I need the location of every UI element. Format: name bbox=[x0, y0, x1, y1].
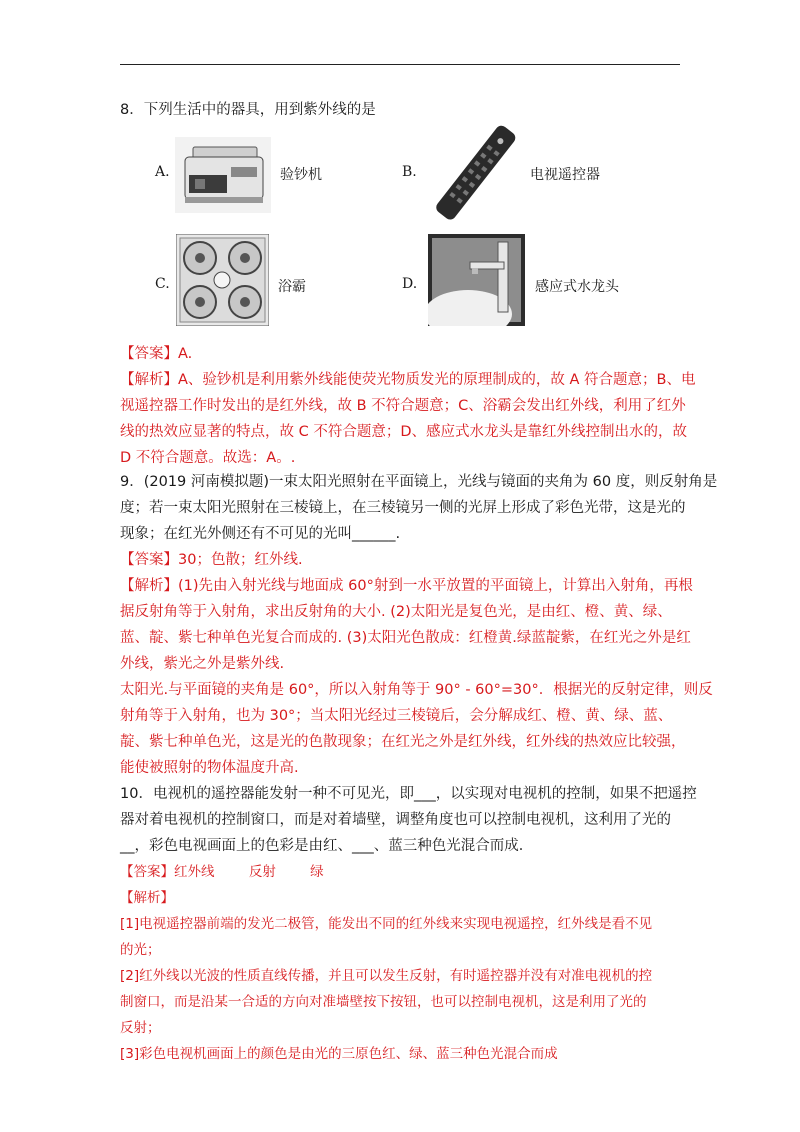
q8-stem: 8．下列生活中的器具，用到紫外线的是 bbox=[120, 102, 376, 118]
q10-stem-line: 器对着电视机的控制窗口，而是对着墙壁，调整角度也可以控制电视机，这利用了光的 bbox=[120, 812, 671, 828]
option-c-label: 浴霸 bbox=[278, 279, 306, 295]
option-c-letter[interactable]: C. bbox=[155, 276, 170, 292]
q9-analysis-line: 【解析】(1)先由入射光线与地面成 60°射到一水平放置的平面镜上，计算出入射角，再根 bbox=[120, 578, 693, 594]
q10-analysis-line: [2]红外线以光波的性质直线传播，并且可以发生反射，有时遥控器并没有对准电视机的控 bbox=[120, 968, 653, 984]
q8-analysis-line: D 不符合题意。故选：A。. bbox=[120, 450, 296, 466]
q9-analysis-line: 靛、紫七种单色光，这是光的色散现象；在红光之外是红外线，红外线的热效应比较强， bbox=[120, 734, 686, 750]
q10-analysis-line: 反射； bbox=[120, 1020, 161, 1036]
q9-analysis-line: 蓝、靛、紫七种单色光复合而成的. (3)太阳光色散成：红橙黄.绿蓝靛紫，在红光之外是红 bbox=[120, 630, 691, 646]
option-b-label: 电视遥控器 bbox=[530, 167, 600, 183]
q9-stem-line: 现象；在红光外侧还有不可见的光叫______. bbox=[120, 526, 401, 542]
q10-analysis-line: [1]电视遥控器前端的发光二极管，能发出不同的红外线来实现电视遥控，红外线是看不见 bbox=[120, 916, 653, 932]
q10-answer: 【答案】红外线 反射 绿 bbox=[120, 864, 324, 880]
q10-analysis-line: [3]彩色电视机画面上的颜色是由光的三原色红、绿、蓝三种色光混合而成 bbox=[120, 1046, 558, 1062]
q10-stem-line: 10．电视机的遥控器能发射一种不可见光，即___，以实现对电视机的控制，如果不把遥控 bbox=[120, 786, 697, 802]
option-d-letter[interactable]: D. bbox=[402, 276, 418, 292]
header-rule bbox=[120, 64, 680, 65]
q9-stem-line: 度；若一束太阳光照射在三棱镜上，在三棱镜另一侧的光屏上形成了彩色光带，这是光的 bbox=[120, 500, 686, 516]
q10-analysis-line: 制窗口，而是沿某一合适的方向对准墙壁按下按钮，也可以控制电视机，这是利用了光的 bbox=[120, 994, 647, 1010]
sensor-faucet-icon bbox=[428, 234, 525, 326]
tv-remote-icon bbox=[425, 124, 525, 220]
q10-analysis-line: 的光； bbox=[120, 942, 161, 958]
q10-analysis-title: 【解析】 bbox=[120, 890, 174, 906]
q9-analysis-line: 太阳光.与平面镜的夹角是 60°，所以入射角等于 90° - 60°=30°．根据光的反射定律，则反 bbox=[120, 682, 713, 698]
option-d-label: 感应式水龙头 bbox=[535, 279, 619, 295]
q8-analysis-line: 视遥控器工作时发出的是红外线，故 B 不符合题意；C、浴霸会发出红外线，利用了红外 bbox=[120, 398, 686, 414]
q9-analysis-line: 能使被照射的物体温度升高. bbox=[120, 760, 299, 776]
q8-analysis-line: 线的热效应显著的特点，故 C 不符合题意；D、感应式水龙头是靠红外线控制出水的，故 bbox=[120, 424, 688, 440]
bath-heater-icon bbox=[176, 234, 269, 326]
q9-answer: 【答案】30；色散；红外线. bbox=[120, 552, 303, 568]
q9-analysis-line: 据反射角等于入射角，求出反射角的大小. (2)太阳光是复色光，是由红、橙、黄、绿、 bbox=[120, 604, 672, 620]
q8-answer: 【答案】A. bbox=[120, 346, 193, 362]
q9-analysis-line: 射角等于入射角，也为 30°；当太阳光经过三棱镜后，会分解成红、橙、黄、绿、蓝、 bbox=[120, 708, 673, 724]
q9-analysis-line: 外线，紫光之外是紫外线. bbox=[120, 656, 285, 672]
option-a-letter[interactable]: A. bbox=[155, 164, 170, 180]
q10-stem-line: __，彩色电视画面上的色彩是由红、___、蓝三种色光混合而成． bbox=[120, 838, 534, 854]
q8-analysis-line: 【解析】A、验钞机是利用紫外线能使荧光物质发光的原理制成的，故 A 符合题意；B、电 bbox=[120, 372, 696, 388]
option-a-label: 验钞机 bbox=[280, 167, 322, 183]
q9-stem-line: 9．(2019 河南模拟题)一束太阳光照射在平面镜上，光线与镜面的夹角为 60 度，则反射角是 bbox=[120, 474, 718, 490]
option-b-letter[interactable]: B. bbox=[402, 164, 417, 180]
money-counter-icon bbox=[175, 137, 271, 213]
